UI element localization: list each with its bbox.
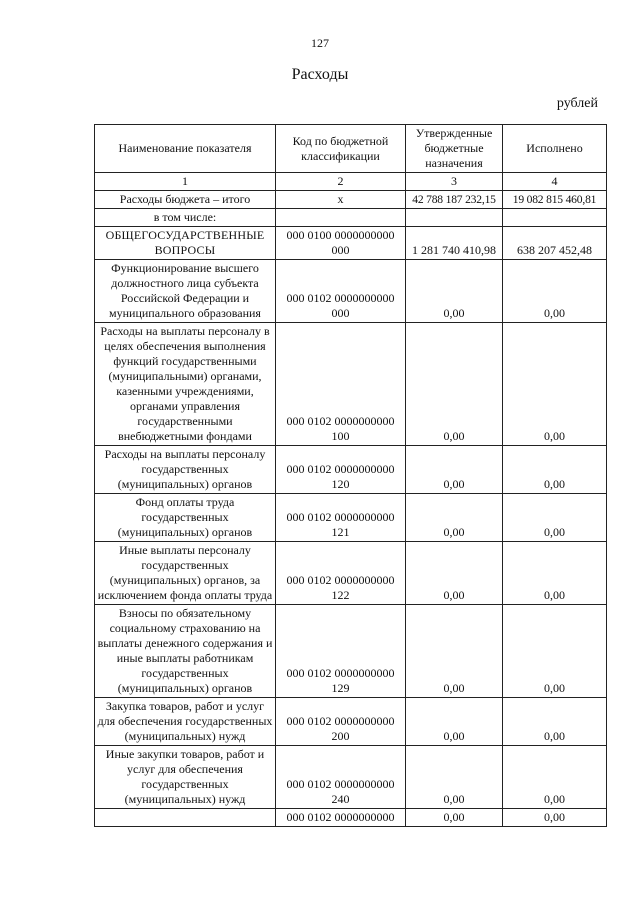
table-row (95, 191, 607, 209)
row-code (276, 209, 406, 227)
column-number: 1 (95, 173, 276, 191)
row-name: в том числе: (95, 209, 276, 227)
row-executed: 0,00 (503, 698, 607, 746)
table-row (95, 227, 607, 260)
table-row (95, 494, 607, 542)
row-name: Расходы на выплаты персоналу государственных (муниципальных) органов (95, 446, 276, 494)
row-name: Иные выплаты персоналу государственных (муниципальных) органов, за исключением фонда оплаты труда (95, 542, 276, 605)
row-executed: 19 082 815 460,81 (503, 191, 607, 209)
row-code: 000 0102 0000000000 240 (276, 746, 406, 809)
header-approved: Утвержденные бюджетные назначения (406, 125, 503, 173)
row-name: ОБЩЕГОСУДАРСТВЕННЫЕ ВОПРОСЫ (95, 227, 276, 260)
table-row (95, 260, 607, 323)
row-code: 000 0102 0000000000 122 (276, 542, 406, 605)
row-code: 000 0102 0000000000 121 (276, 494, 406, 542)
row-approved: 0,00 (406, 746, 503, 809)
page-number: 127 (311, 36, 329, 50)
row-name: Расходы бюджета – итого (95, 191, 276, 209)
column-number: 3 (406, 173, 503, 191)
row-name: Функционирование высшего должностного лица субъекта Российской Федерации и муниципального образования (95, 260, 276, 323)
row-code: 000 0102 0000000000 100 (276, 323, 406, 446)
column-number-row (95, 173, 607, 191)
expenses-table (94, 124, 607, 827)
column-number: 4 (503, 173, 607, 191)
row-approved: 1 281 740 410,98 (406, 227, 503, 260)
row-code: 000 0102 0000000000 129 (276, 605, 406, 698)
row-executed: 0,00 (503, 260, 607, 323)
row-name: Иные закупки товаров, работ и услуг для обеспечения государственных (муниципальных) нужд (95, 746, 276, 809)
row-name: Расходы на выплаты персоналу в целях обеспечения выполнения функций государственными (муниципальными) органами, казенными учреждениями, органами управления государственными внебюджетными фондами (95, 323, 276, 446)
row-approved: 0,00 (406, 260, 503, 323)
row-name: Закупка товаров, работ и услуг для обеспечения государственных (муниципальных) нужд (95, 698, 276, 746)
table-row (95, 209, 607, 227)
row-approved: 0,00 (406, 494, 503, 542)
row-executed: 0,00 (503, 605, 607, 698)
header-indicator-name: Наименование показателя (95, 125, 276, 173)
table-row (95, 809, 607, 827)
page-title: Расходы (291, 66, 349, 83)
table-row (95, 542, 607, 605)
row-approved: 42 788 187 232,15 (406, 191, 503, 209)
row-approved: 0,00 (406, 446, 503, 494)
row-name: Фонд оплаты труда государственных (муниципальных) органов (95, 494, 276, 542)
table-row (95, 746, 607, 809)
row-code: 000 0102 0000000000 200 (276, 698, 406, 746)
row-name: Взносы по обязательному социальному страхованию на выплаты денежного содержания и иные выплаты работникам государственных (муниципальных) органов (95, 605, 276, 698)
column-number: 2 (276, 173, 406, 191)
row-code: 000 0102 0000000000 000 (276, 260, 406, 323)
row-approved (406, 209, 503, 227)
row-approved: 0,00 (406, 809, 503, 827)
row-executed: 0,00 (503, 746, 607, 809)
currency-unit: рублей (556, 96, 598, 111)
table-row (95, 698, 607, 746)
row-approved: 0,00 (406, 698, 503, 746)
table-header-row (95, 125, 607, 173)
header-executed: Исполнено (503, 125, 607, 173)
row-executed: 0,00 (503, 809, 607, 827)
row-executed: 638 207 452,48 (503, 227, 607, 260)
row-code: x (276, 191, 406, 209)
row-executed: 0,00 (503, 542, 607, 605)
row-approved: 0,00 (406, 323, 503, 446)
row-executed (503, 209, 607, 227)
header-budget-code: Код по бюджетной классификации (276, 125, 406, 173)
row-executed: 0,00 (503, 323, 607, 446)
row-approved: 0,00 (406, 605, 503, 698)
row-code: 000 0100 0000000000 000 (276, 227, 406, 260)
row-name (95, 809, 276, 827)
table-row (95, 446, 607, 494)
row-executed: 0,00 (503, 446, 607, 494)
table-row (95, 323, 607, 446)
row-executed: 0,00 (503, 494, 607, 542)
row-approved: 0,00 (406, 542, 503, 605)
table-row (95, 605, 607, 698)
row-code: 000 0102 0000000000 (276, 809, 406, 827)
row-code: 000 0102 0000000000 120 (276, 446, 406, 494)
